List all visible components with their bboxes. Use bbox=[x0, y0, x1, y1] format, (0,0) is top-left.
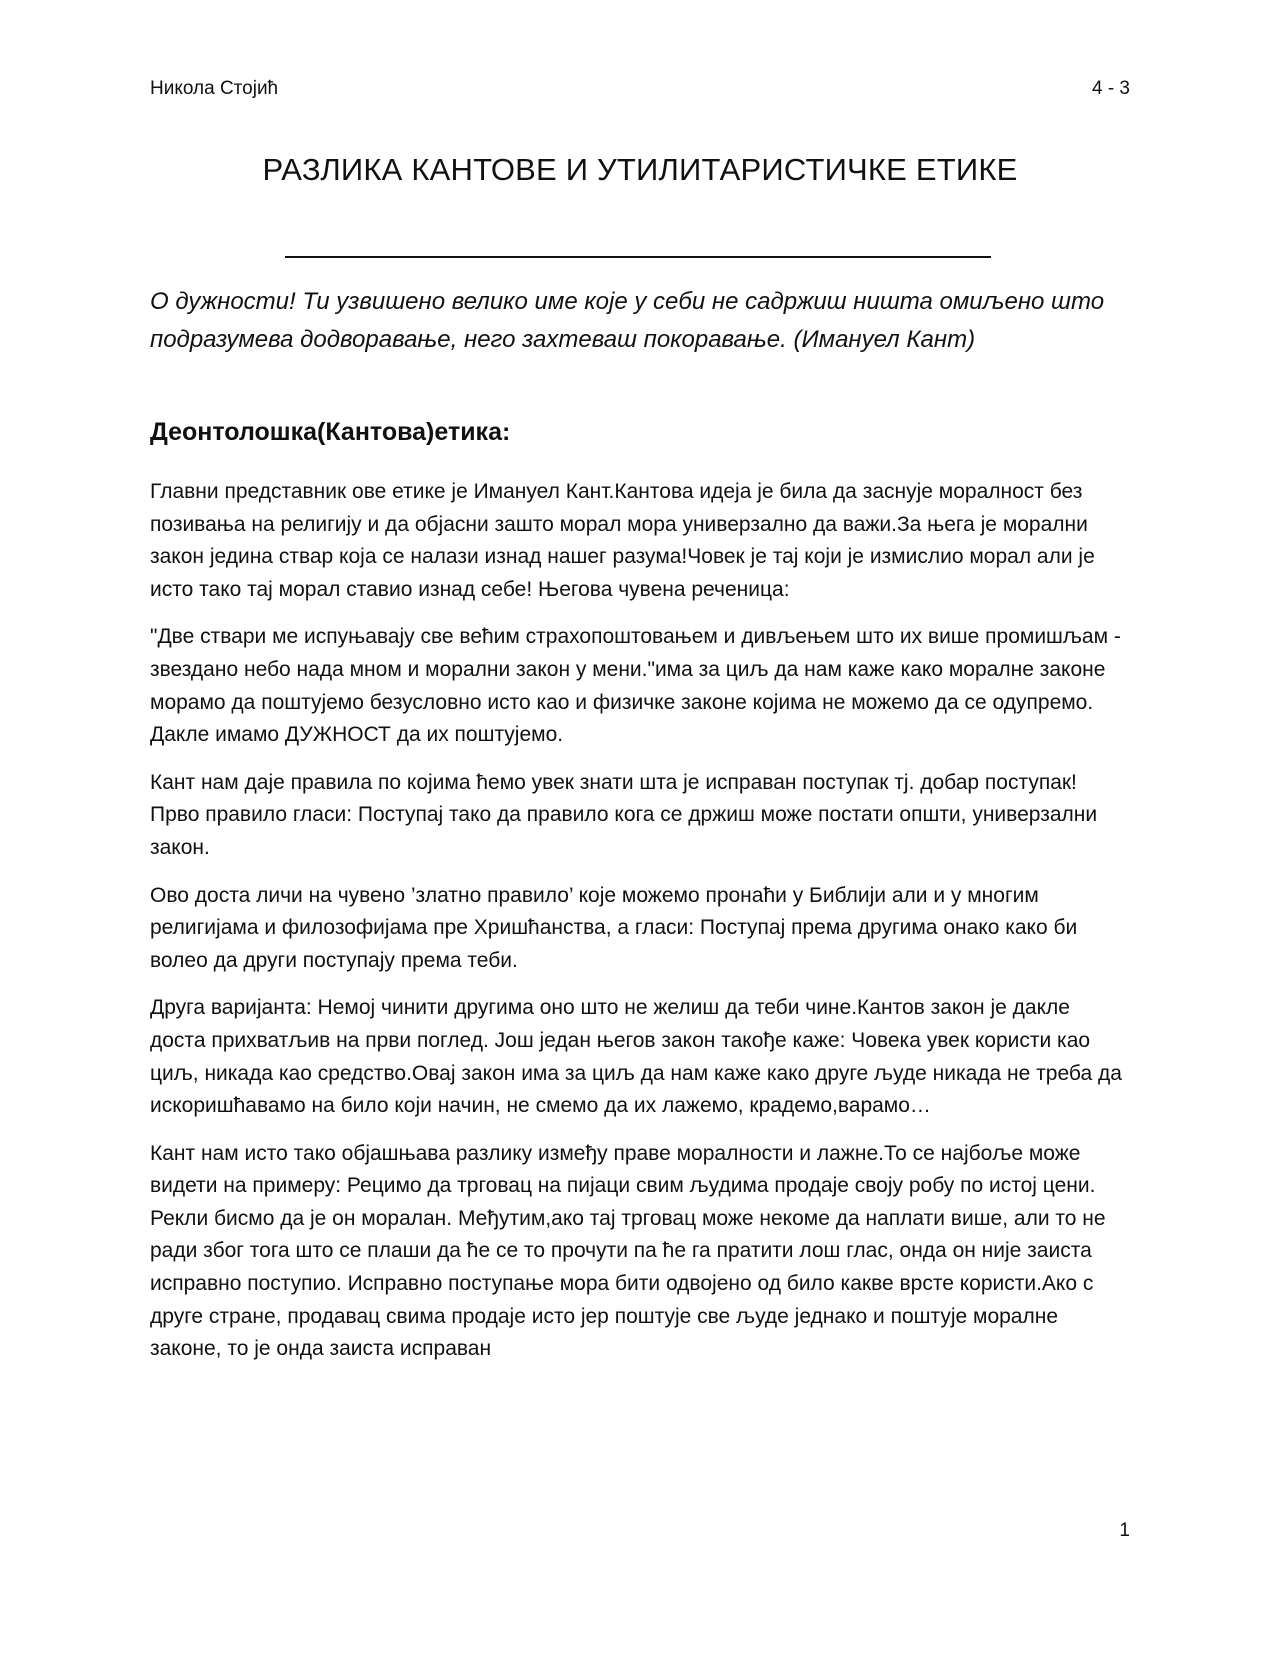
document-title: РАЗЛИКА КАНТОВЕ И УТИЛИТАРИСТИЧКЕ ЕТИКЕ bbox=[262, 152, 1018, 187]
section-body bbox=[150, 476, 1130, 1381]
header-class-label: 4 - 3 bbox=[1091, 78, 1130, 99]
section-heading: Деонтолошка(Кантова)етика: bbox=[150, 418, 511, 446]
header-author: Никола Стојић bbox=[150, 78, 279, 99]
paragraph-3: Кант нам даје правила по којима ћемо увек знати шта је исправан поступак тј. добар поступак! Прво правило гласи: Поступај тако да правило кога се држиш може постати општи, универзални закон. bbox=[150, 770, 1098, 859]
epigraph-quote: О дужности! Ти узвишено велико име које у себи не садржиш ништа омиљено што подразумева додворавање, него захтеваш покоравање. (Имануел Кант) bbox=[150, 288, 1105, 353]
page-number: 1 bbox=[1119, 1520, 1130, 1541]
paragraph-1: Главни представник ове етике је Имануел Кант.Кантова идеја је била да заснује моралност без позивања на религију и да објасни зашто морал мора универзално да важи.За њега је морални закон једина ствар која се налази изнад нашег разума!Човек је тај који је измислио морал али је исто тако тај морал ставио изнад себе! Његова чувена реченица: bbox=[150, 480, 1095, 601]
paragraph-6: Кант нам исто тако објашњава разлику између праве моралности и лажне.То се најбоље може видети на примеру: Рецимо да трговац на пијаци свим људима продаје своју робу по истој цени. Рекли бисмо да је он моралан. Међутим,ако тај трговац може некоме да наплати више, али то не ради због тога што се плаши да ће се то прочути па ће га пратити лош глас, онда он није заиста исправно поступио. Исправно поступање мора бити одвојено од било какве врсте користи.Ако с друге стране, продавац свима продаје исто јер поштује све људе једнако и поштује моралне законе, то је онда заиста исправан bbox=[150, 1141, 1106, 1361]
paragraph-4: Ово доста личи на чувено ’златно правило’ које можемо пронаћи у Библији али и у многим религијама и филозофијама пре Хришћанства, а гласи: Поступај према другима онако како би волео да други поступају према теби. bbox=[150, 883, 1078, 972]
title-underline-rule bbox=[285, 256, 991, 258]
paragraph-5: Друга варијанта: Немој чинити другима оно што не желиш да теби чине.Кантов закон је дакле доста прихватљив на први поглед. Још један његов закон такође каже: Човека увек користи као циљ, никада као средство.Овај закон има за циљ да нам каже како друге људе никада не треба да искоришћавамо на било који начин, не смемо да их лажемо, крадемо,варамо… bbox=[150, 996, 1122, 1118]
paragraph-2: "Две ствари ме испуњавају све већим страхопоштовањем и дивљењем што их више промишљам - звездано небо нада мном и морални закон у мени."има за циљ да нам каже како моралне законе морамо да поштујемо безусловно исто као и физичке законе којима не можемо да се одупремо. Дакле имамо ДУЖНОСТ да их поштујемо. bbox=[150, 625, 1121, 747]
